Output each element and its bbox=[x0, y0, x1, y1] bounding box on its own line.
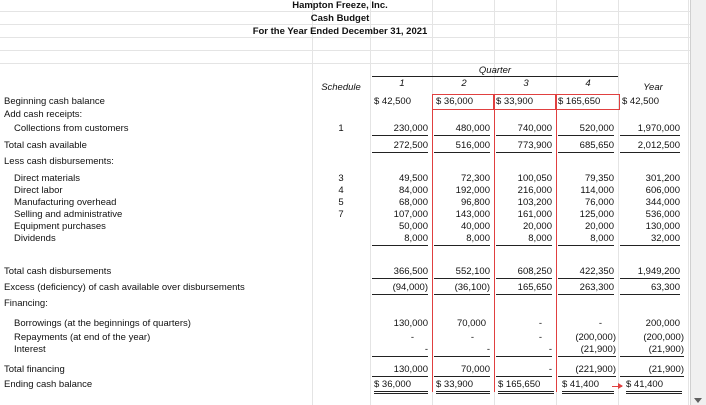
cell-equipment-q2: 40,000 bbox=[460, 221, 490, 232]
row-label-interest: Interest bbox=[14, 344, 46, 355]
cell-sga-q4: 125,000 bbox=[579, 209, 614, 220]
cell-repayments-year: (200,000) bbox=[643, 332, 684, 343]
cell-borrowings-year: 200,000 bbox=[645, 318, 680, 329]
cell-beginning-q1: $ 42,500 bbox=[374, 96, 411, 107]
cell-total-disb-q3: 608,250 bbox=[496, 266, 552, 279]
row-label-excess: Excess (deficiency) of cash available over disbursements bbox=[4, 282, 245, 293]
cell-direct-labor-q3: 216,000 bbox=[517, 185, 552, 196]
schedule-mfg-overhead: 5 bbox=[338, 197, 344, 208]
cell-collections-q4: 520,000 bbox=[558, 123, 614, 136]
carry-arrow-line bbox=[556, 108, 557, 392]
cell-total-available-q4: 685,650 bbox=[558, 140, 614, 153]
cell-total-disb-year: 1,949,200 bbox=[620, 266, 680, 279]
cell-total-financing-q2: 70,000 bbox=[434, 364, 490, 377]
report-title: Cash Budget bbox=[310, 13, 370, 24]
scroll-down-arrow-icon[interactable] bbox=[694, 398, 702, 403]
cell-dividends-q1: 8,000 bbox=[372, 233, 428, 246]
cell-ending-year: $ 41,400 bbox=[626, 379, 682, 394]
gridline bbox=[370, 0, 371, 405]
cell-interest-q3: - bbox=[496, 344, 552, 357]
row-label-direct-labor: Direct labor bbox=[14, 185, 63, 196]
row-label-mfg-overhead: Manufacturing overhead bbox=[14, 197, 117, 208]
cell-repayments-q2: - bbox=[470, 332, 474, 343]
row-label-collections: Collections from customers bbox=[14, 123, 129, 134]
cell-excess-q3: 165,650 bbox=[496, 282, 552, 295]
cell-excess-year: 63,300 bbox=[620, 282, 680, 295]
cell-direct-materials-q2: 72,300 bbox=[460, 173, 490, 184]
gridline bbox=[618, 0, 619, 405]
cell-direct-labor-year: 606,000 bbox=[645, 185, 680, 196]
cell-collections-q1: 230,000 bbox=[372, 123, 428, 136]
cell-direct-materials-q4: 79,350 bbox=[584, 173, 614, 184]
cell-sga-q3: 161,000 bbox=[517, 209, 552, 220]
cell-ending-q3: $ 165,650 bbox=[498, 379, 554, 394]
row-label-beginning: Beginning cash balance bbox=[4, 96, 105, 107]
cell-beginning-year: $ 42,500 bbox=[622, 96, 659, 107]
cell-ending-q2: $ 33,900 bbox=[436, 379, 490, 394]
cell-collections-year: 1,970,000 bbox=[620, 123, 680, 136]
cell-equipment-q3: 20,000 bbox=[522, 221, 552, 232]
cell-total-financing-q1: 130,000 bbox=[372, 364, 428, 377]
cell-total-disb-q4: 422,350 bbox=[558, 266, 614, 279]
cell-beginning-q4: $ 165,650 bbox=[558, 96, 601, 107]
row-label-equipment: Equipment purchases bbox=[14, 221, 106, 232]
cell-repayments-q4: (200,000) bbox=[575, 332, 616, 343]
cell-direct-labor-q2: 192,000 bbox=[455, 185, 490, 196]
cell-sga-q1: 107,000 bbox=[393, 209, 428, 220]
highlight-box-q2-begin bbox=[432, 94, 494, 110]
q4-header: 4 bbox=[585, 78, 591, 89]
cell-total-financing-year: (21,900) bbox=[620, 364, 684, 377]
cell-equipment-year: 130,000 bbox=[645, 221, 680, 232]
cell-total-financing-q3: - bbox=[496, 364, 552, 377]
cell-beginning-q3: $ 33,900 bbox=[496, 96, 533, 107]
cell-direct-labor-q1: 84,000 bbox=[398, 185, 428, 196]
cell-repayments-q3: - bbox=[538, 332, 542, 343]
cell-borrowings-q1: 130,000 bbox=[393, 318, 428, 329]
cell-ending-q4: $ 41,400 bbox=[562, 379, 614, 394]
cell-equipment-q4: 20,000 bbox=[584, 221, 614, 232]
arrowhead-icon bbox=[618, 383, 623, 389]
row-label-financing: Financing: bbox=[4, 298, 48, 309]
row-label-less-disbursements: Less cash disbursements: bbox=[4, 156, 114, 167]
row-label-dividends: Dividends bbox=[14, 233, 56, 244]
gridline bbox=[0, 50, 690, 51]
company-name: Hampton Freeze, Inc. bbox=[292, 0, 388, 11]
cell-direct-materials-q3: 100,050 bbox=[517, 173, 552, 184]
row-label-direct-materials: Direct materials bbox=[14, 173, 80, 184]
cell-excess-q4: 263,300 bbox=[558, 282, 614, 295]
cell-mfg-overhead-year: 344,000 bbox=[645, 197, 680, 208]
cell-borrowings-q4: - bbox=[598, 318, 602, 329]
cell-interest-year: (21,900) bbox=[620, 344, 684, 357]
year-header: Year bbox=[643, 82, 663, 93]
cell-dividends-q3: 8,000 bbox=[496, 233, 552, 246]
row-label-ending: Ending cash balance bbox=[4, 379, 93, 390]
schedule-collections: 1 bbox=[338, 123, 344, 134]
q3-header: 3 bbox=[523, 78, 529, 89]
row-label-add-receipts: Add cash receipts: bbox=[4, 109, 83, 120]
cell-repayments-q1: - bbox=[410, 332, 414, 343]
cell-total-available-year: 2,012,500 bbox=[620, 140, 680, 153]
cell-interest-q4: (21,900) bbox=[558, 344, 616, 357]
cell-total-available-q2: 516,000 bbox=[434, 140, 490, 153]
schedule-direct-labor: 4 bbox=[338, 185, 344, 196]
schedule-header: Schedule bbox=[321, 82, 361, 93]
cell-direct-materials-q1: 49,500 bbox=[398, 173, 428, 184]
cell-collections-q2: 480,000 bbox=[434, 123, 490, 136]
q2-header: 2 bbox=[461, 78, 467, 89]
cell-dividends-q4: 8,000 bbox=[558, 233, 614, 246]
cell-excess-q2: (36,100) bbox=[434, 282, 490, 295]
gridline bbox=[0, 63, 690, 64]
row-label-total-financing: Total financing bbox=[4, 364, 65, 375]
cell-dividends-q2: 8,000 bbox=[434, 233, 490, 246]
cell-equipment-q1: 50,000 bbox=[398, 221, 428, 232]
row-label-total-available: Total cash available bbox=[4, 140, 87, 151]
schedule-direct-materials: 3 bbox=[338, 173, 344, 184]
cell-mfg-overhead-q3: 103,200 bbox=[517, 197, 552, 208]
cell-total-available-q3: 773,900 bbox=[496, 140, 552, 153]
row-label-repayments: Repayments (at end of the year) bbox=[14, 332, 151, 343]
cell-borrowings-q2: 70,000 bbox=[456, 318, 486, 329]
schedule-sga: 7 bbox=[338, 209, 344, 220]
cell-mfg-overhead-q2: 96,800 bbox=[460, 197, 490, 208]
cell-total-disb-q2: 552,100 bbox=[434, 266, 490, 279]
highlight-box-q3-begin bbox=[494, 94, 556, 110]
cell-interest-q1: - bbox=[372, 344, 428, 357]
carry-arrow-line bbox=[432, 108, 433, 392]
cell-borrowings-q3: - bbox=[538, 318, 542, 329]
highlight-box-q4-begin bbox=[556, 94, 620, 110]
cell-interest-q2: - bbox=[434, 344, 490, 357]
cell-dividends-year: 32,000 bbox=[620, 233, 680, 246]
cell-direct-materials-year: 301,200 bbox=[645, 173, 680, 184]
row-label-borrowings: Borrowings (at the beginnings of quarters) bbox=[14, 318, 191, 329]
gridline bbox=[688, 0, 689, 405]
vertical-scrollbar[interactable] bbox=[690, 0, 706, 405]
cell-excess-q1: (94,000) bbox=[372, 282, 428, 295]
cell-mfg-overhead-q4: 76,000 bbox=[584, 197, 614, 208]
cell-total-financing-q4: (221,900) bbox=[558, 364, 616, 377]
report-period: For the Year Ended December 31, 2021 bbox=[252, 26, 428, 37]
row-label-sga: Selling and administrative bbox=[14, 209, 123, 220]
cell-sga-year: 536,000 bbox=[645, 209, 680, 220]
q1-header: 1 bbox=[399, 78, 405, 89]
cell-sga-q2: 143,000 bbox=[455, 209, 490, 220]
quarter-header: Quarter bbox=[478, 65, 512, 76]
cell-total-available-q1: 272,500 bbox=[372, 140, 428, 153]
cell-direct-labor-q4: 114,000 bbox=[580, 185, 614, 196]
row-label-total-disbursements: Total cash disbursements bbox=[4, 266, 112, 277]
carry-arrow-line bbox=[494, 108, 495, 392]
cell-collections-q3: 740,000 bbox=[496, 123, 552, 136]
cell-ending-q1: $ 36,000 bbox=[374, 379, 428, 394]
cell-total-disb-q1: 366,500 bbox=[372, 266, 428, 279]
cell-beginning-q2: $ 36,000 bbox=[436, 96, 473, 107]
cell-mfg-overhead-q1: 68,000 bbox=[398, 197, 428, 208]
quarter-underline bbox=[372, 76, 618, 77]
